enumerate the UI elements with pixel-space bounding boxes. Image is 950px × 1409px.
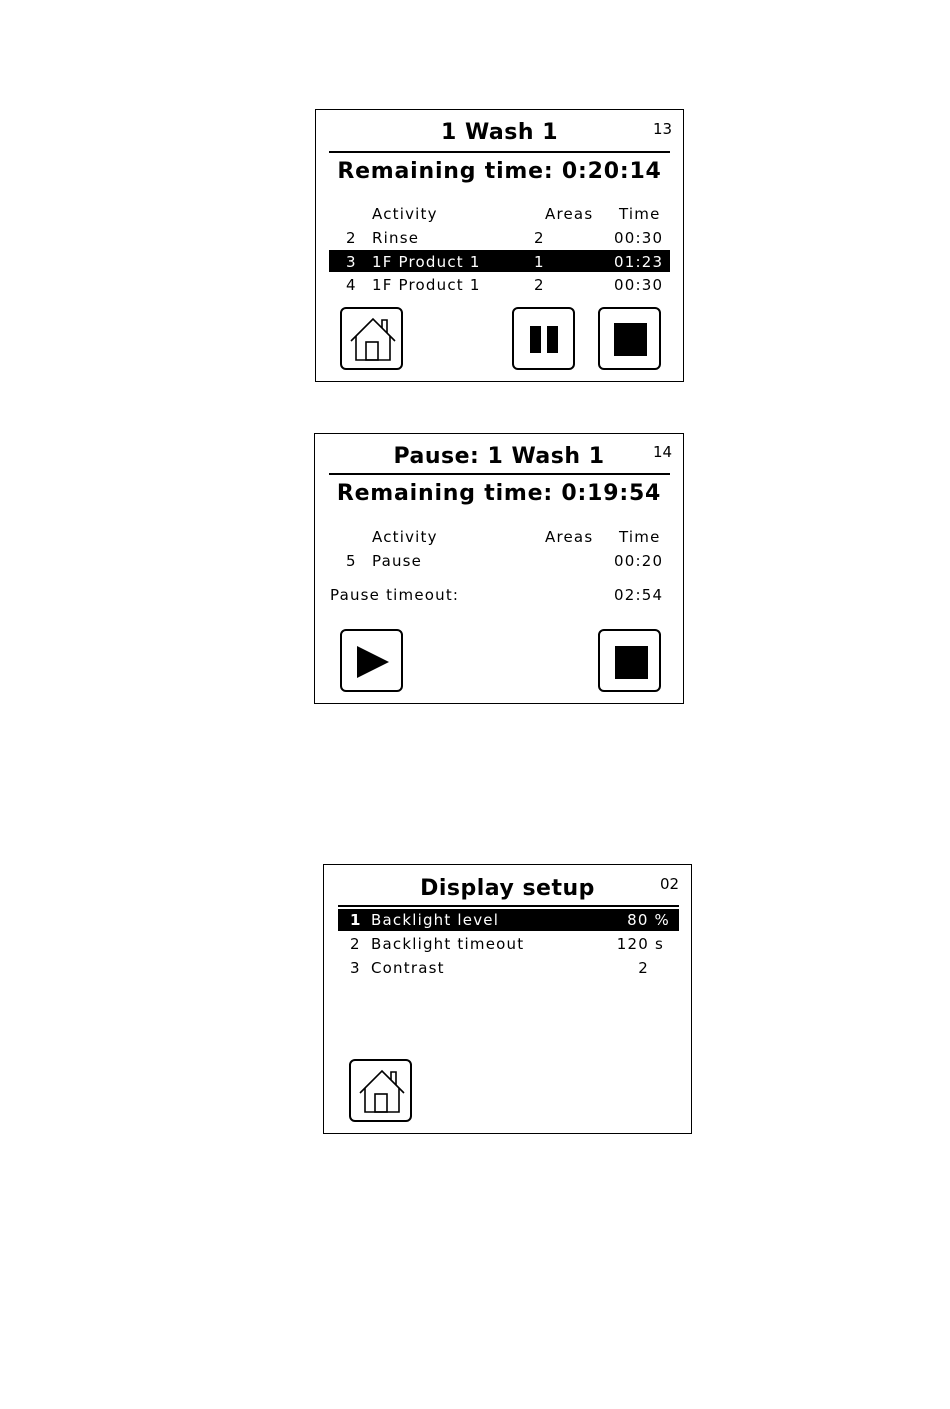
row-areas: 2	[534, 276, 545, 294]
menu-item-label: Contrast	[371, 959, 445, 977]
home-icon	[351, 1061, 414, 1124]
menu-item-backlight-level[interactable]	[338, 909, 679, 931]
title-divider	[329, 151, 670, 153]
pause-button[interactable]	[512, 307, 575, 370]
screen-number: 02	[660, 875, 680, 893]
areas-header: Areas	[545, 205, 594, 223]
stop-button[interactable]	[598, 629, 661, 692]
screen-title: Display setup	[420, 876, 595, 901]
pause-screen	[314, 433, 684, 704]
row-activity: 1F Product 1	[372, 253, 481, 271]
row-time: 00:20	[614, 552, 664, 570]
menu-item-number: 2	[350, 935, 361, 953]
row-activity: Pause	[372, 552, 423, 570]
home-icon	[342, 309, 405, 372]
row-number: 2	[346, 229, 357, 247]
pause-timeout-label: Pause timeout:	[330, 586, 460, 604]
activity-header: Activity	[372, 528, 438, 546]
screen-title: 1 Wash 1	[440, 120, 559, 145]
pause-icon	[514, 309, 577, 372]
remaining-time: Remaining time: 0:20:14	[337, 159, 662, 184]
row-areas: 1	[534, 253, 545, 271]
play-icon	[342, 631, 405, 694]
resume-button[interactable]	[340, 629, 403, 692]
activity-row-selected[interactable]	[329, 250, 670, 272]
row-time: 01:23	[614, 253, 664, 271]
row-number: 3	[346, 253, 357, 271]
menu-item-value: 120 s	[616, 935, 664, 953]
pause-timeout-value: 02:54	[614, 586, 664, 604]
row-areas: 2	[534, 229, 545, 247]
menu-item-label: Backlight level	[371, 911, 500, 929]
menu-item-number: 1	[350, 911, 362, 929]
stop-icon	[600, 631, 663, 694]
row-time: 00:30	[614, 229, 664, 247]
menu-item-value: 2	[638, 959, 649, 977]
display-setup-screen	[323, 864, 692, 1134]
home-button[interactable]	[340, 307, 403, 370]
remaining-time: Remaining time: 0:19:54	[336, 481, 662, 506]
row-number: 5	[346, 552, 357, 570]
stop-button[interactable]	[598, 307, 661, 370]
row-activity: Rinse	[372, 229, 420, 247]
areas-header: Areas	[545, 528, 594, 546]
home-button[interactable]	[349, 1059, 412, 1122]
menu-item-value: 80 %	[627, 911, 670, 929]
menu-item-number: 3	[350, 959, 361, 977]
screen-number: 14	[653, 443, 673, 461]
activity-header: Activity	[372, 205, 438, 223]
row-time: 00:30	[614, 276, 664, 294]
stop-icon	[600, 309, 663, 372]
menu-item-label: Backlight timeout	[371, 935, 525, 953]
title-divider	[329, 473, 670, 475]
screen-number: 13	[653, 120, 673, 138]
screen-title: Pause: 1 Wash 1	[393, 444, 605, 469]
row-number: 4	[346, 276, 357, 294]
wash-running-screen	[315, 109, 684, 382]
row-activity: 1F Product 1	[372, 276, 481, 294]
time-header: Time	[619, 205, 661, 223]
title-divider	[338, 905, 679, 907]
time-header: Time	[619, 528, 661, 546]
